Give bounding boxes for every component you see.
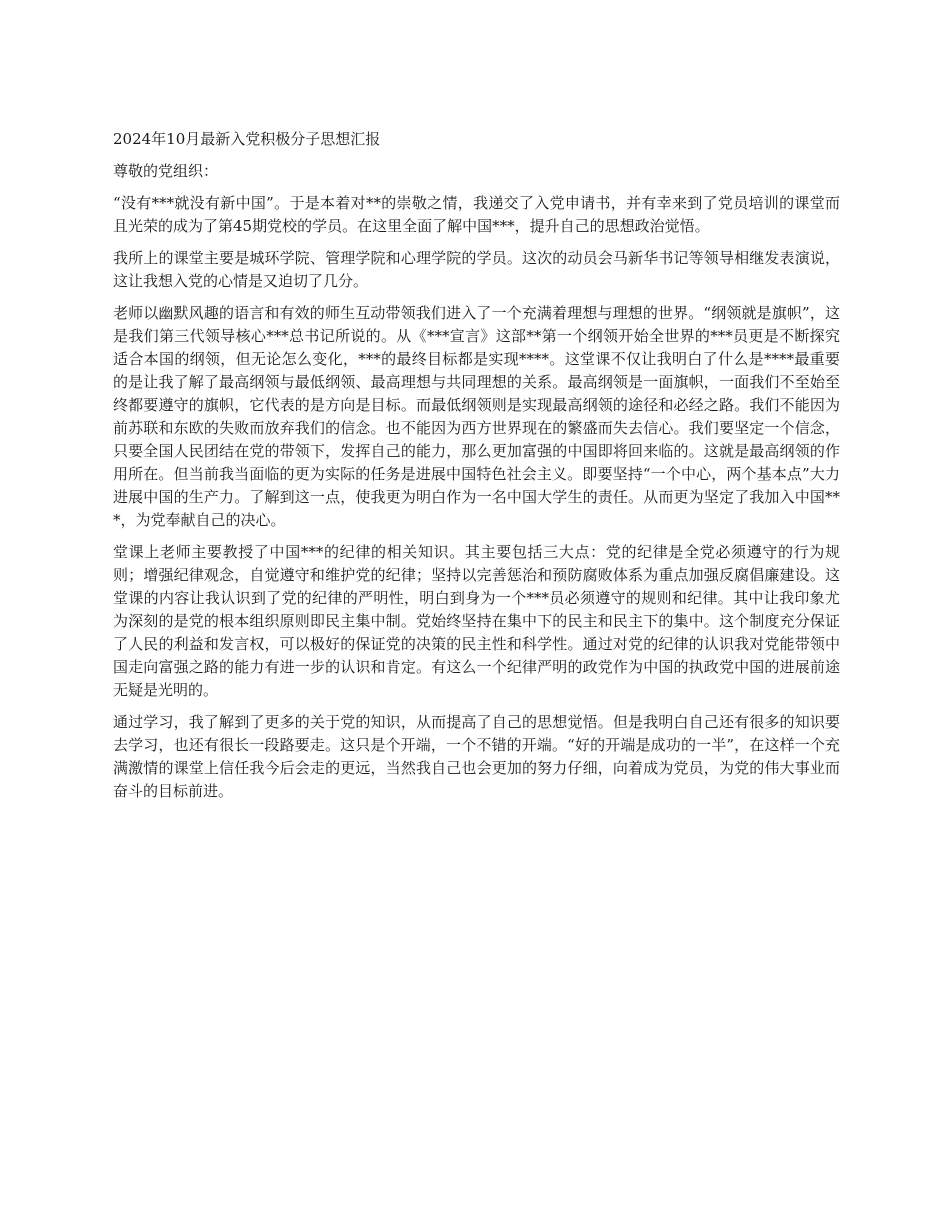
paragraph-1: “没有***就没有新中国”。于是本着对**的崇敬之情，我递交了入党申请书，并有幸来到了党员培训的课堂而且光荣的成为了第45期党校的学员。在这里全面了解中国***，提升自己的思想政治觉悟。 xyxy=(113,194,840,235)
document-body xyxy=(113,128,840,812)
greeting: 尊敬的党组织： xyxy=(113,162,219,180)
document-title: 2024年10月最新入党积极分子思想汇报 xyxy=(113,130,381,148)
paragraph-2: 我所上的课堂主要是城环学院、管理学院和心理学院的学员。这次的动员会马新华书记等领导相继发表演说，这让我想入党的心情是又迫切了几分。 xyxy=(113,249,840,290)
paragraph-3: 老师以幽默风趣的语言和有效的师生互动带领我们进入了一个充满着理想与理想的世界。“纲领就是旗帜”，这是我们第三代领导核心***总书记所说的。从《***宣言》这部**第一个纲领开始全世界的***员更是不断探究适合本国的纲领，但无论怎么变化，***的最终目标都是实现****。这堂课不仅让我明白了什么是****最重要的是让我了解了最高纲领与最低纲领、最高理想与共同理想的关系。最高纲领是一面旗帜，一面我们不至始至终都要遵守的旗帜，它代表的是方向是目标。而最低纲领则是实现最高纲领的途径和必经之路。我们不能因为前苏联和东欧的失败而放弃我们的信念。也不能因为西方世界现在的繁盛而失去信心。我们要坚定一个信念，只要全国人民团结在党的带领下，发挥自己的能力，那么更加富强的中国即将回来临的。这就是最高纲领的作用所在。但当前我当面临的更为实际的任务是进展中国特色社会主义。即要坚持“一个中心，两个基本点”大力进展中国的生产力。了解到这一点，使我更为明白作为一名中国大学生的责任。从而更为坚定了我加入中国***，为党奉献自己的决心。 xyxy=(113,304,840,529)
paragraph-5: 通过学习，我了解到了更多的关于党的知识，从而提高了自己的思想觉悟。但是我明白自己还有很多的知识要去学习，也还有很长一段路要走。这只是个开端，一个不错的开端。“好的开端是成功的一半”，在这样一个充满激情的课堂上信任我今后会走的更远，当然我自己也会更加的努力仔细，向着成为党员，为党的伟大事业而奋斗的目标前进。 xyxy=(113,713,840,800)
paragraph-4: 堂课上老师主要教授了中国***的纪律的相关知识。其主要包括三大点：党的纪律是全党必须遵守的行为规则；增强纪律观念，自觉遵守和维护党的纪律；坚持以完善惩治和预防腐败体系为重点加强反腐倡廉建设。这堂课的内容让我认识到了党的纪律的严明性，明白到身为一个***员必须遵守的规则和纪律。其中让我印象尤为深刻的是党的根本组织原则即民主集中制。党始终坚持在集中下的民主和民主下的集中。这个制度充分保证了人民的利益和发言权，可以极好的保证党的决策的民主性和科学性。通过对党的纪律的认识我对党能带领中国走向富强之路的能力有进一步的认识和肯定。有这么一个纪律严明的政党作为中国的执政党中国的进展前途无疑是光明的。 xyxy=(113,543,840,699)
